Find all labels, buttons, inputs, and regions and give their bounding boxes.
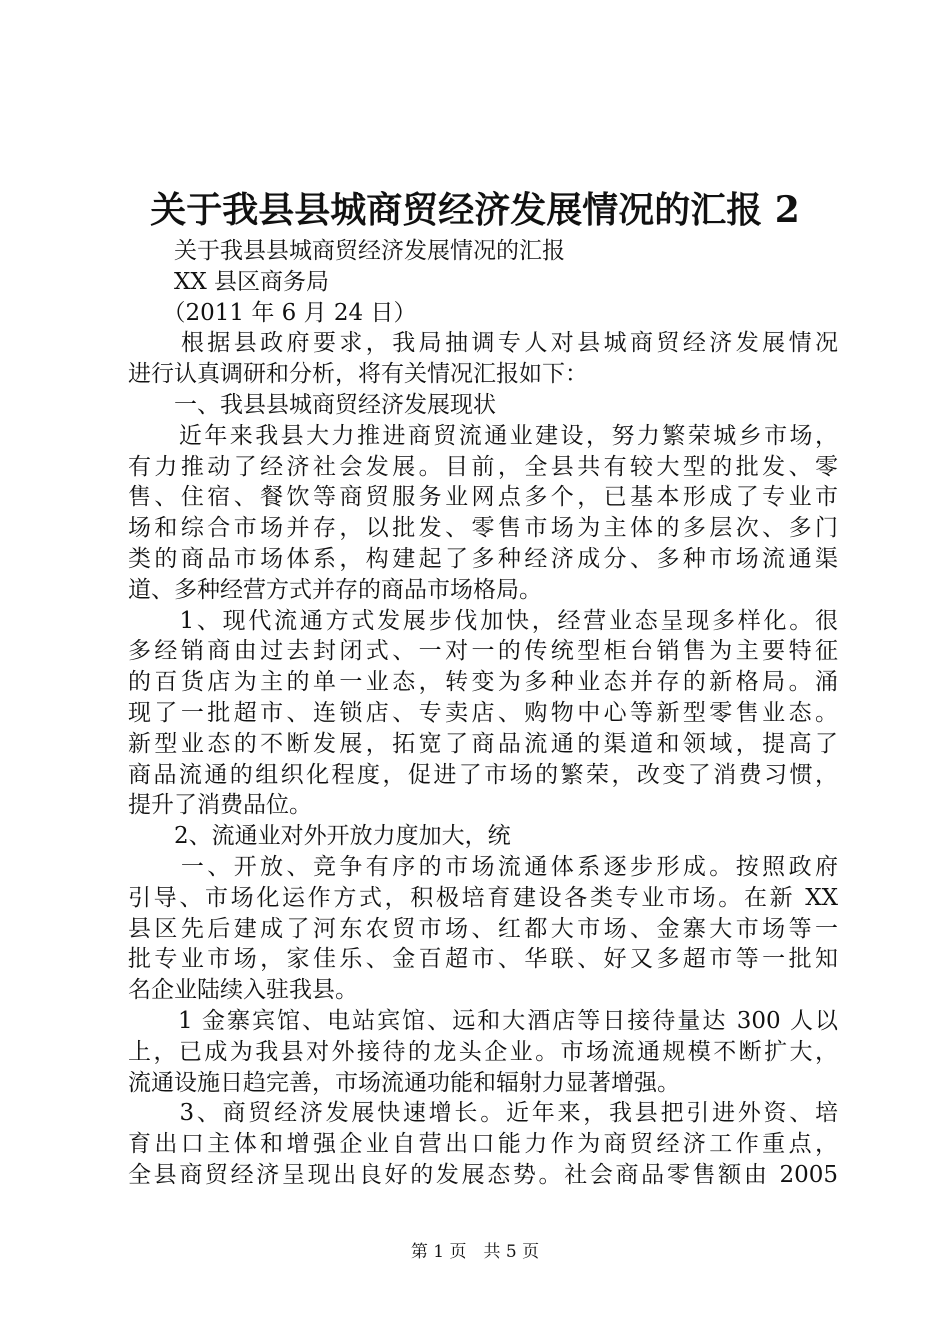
body-line: 2、流通业对外开放力度加大，统 — [128, 823, 511, 850]
body-line: 名企业陆续入驻我县。 — [128, 977, 358, 1004]
body-line: 批专业市场，家佳乐、金百超市、华联、好又多超市等一批知 — [128, 946, 838, 973]
page-footer: 第 1 页 共 5 页 — [410, 1242, 540, 1262]
body-line: 进行认真调研和分析，将有关情况汇报如下： — [128, 361, 588, 388]
body-line: 流通设施日趋完善，市场流通功能和辐射力显著增强。 — [128, 1069, 680, 1096]
body-line: 一、开放、竞争有序的市场流通体系逐步形成。按照政府 — [128, 853, 838, 880]
body-line: 关于我县县城商贸经济发展情况的汇报 — [128, 238, 565, 264]
body-line: （2011 年 6 月 24 日） — [128, 299, 417, 326]
body-line: 售、住宿、餐饮等商贸服务业网点多个，已基本形成了专业市 — [128, 484, 838, 511]
body-line: 商品流通的组织化程度，促进了市场的繁荣，改变了消费习惯， — [128, 761, 838, 788]
document-title: 关于我县县城商贸经济发展情况的汇报 2 — [150, 189, 800, 231]
body-line: 道、多种经营方式并存的商品市场格局。 — [128, 576, 542, 603]
body-line: 类的商品市场体系，构建起了多种经济成分、多种市场流通渠 — [128, 545, 838, 572]
body-line: 上，已成为我县对外接待的龙头企业。市场流通规模不断扩大， — [128, 1038, 838, 1065]
body-line: 全县商贸经济呈现出良好的发展态势。社会商品零售额由 2005 — [128, 1161, 838, 1188]
body-line: 多经销商由过去封闭式、一对一的传统型柜台销售为主要特征 — [128, 638, 838, 665]
body-line: XX 县区商务局 — [128, 268, 330, 295]
body-line: 现了一批超市、连锁店、专卖店、购物中心等新型零售业态。 — [128, 699, 838, 726]
document-body — [128, 236, 838, 1191]
body-line: 新型业态的不断发展，拓宽了商品流通的渠道和领域，提高了 — [128, 730, 838, 757]
body-line: 育出口主体和增强企业自营出口能力作为商贸经济工作重点， — [128, 1131, 838, 1158]
body-line: 1 金寨宾馆、电站宾馆、远和大酒店等日接待量达 300 人以 — [128, 1007, 838, 1034]
body-line: 1、现代流通方式发展步伐加快，经营业态呈现多样化。很 — [128, 607, 838, 634]
body-line: 提升了消费品位。 — [128, 792, 312, 819]
body-line: 的百货店为主的单一业态，转变为多种业态并存的新格局。涌 — [128, 669, 838, 696]
body-line: 3、商贸经济发展快速增长。近年来，我县把引进外资、培 — [128, 1100, 838, 1127]
body-line: 引导、市场化运作方式，积极培育建设各类专业市场。在新 XX — [128, 884, 838, 911]
body-line: 根据县政府要求，我局抽调专人对县城商贸经济发展情况 — [128, 330, 838, 357]
body-line: 一、我县县城商贸经济发展现状 — [128, 391, 496, 418]
body-line: 场和综合市场并存，以批发、零售市场为主体的多层次、多门 — [128, 515, 838, 542]
body-line: 近年来我县大力推进商贸流通业建设，努力繁荣城乡市场， — [128, 422, 838, 449]
body-line: 有力推动了经济社会发展。目前，全县共有较大型的批发、零 — [128, 453, 838, 480]
body-line: 县区先后建成了河东农贸市场、红都大市场、金寨大市场等一 — [128, 915, 838, 942]
